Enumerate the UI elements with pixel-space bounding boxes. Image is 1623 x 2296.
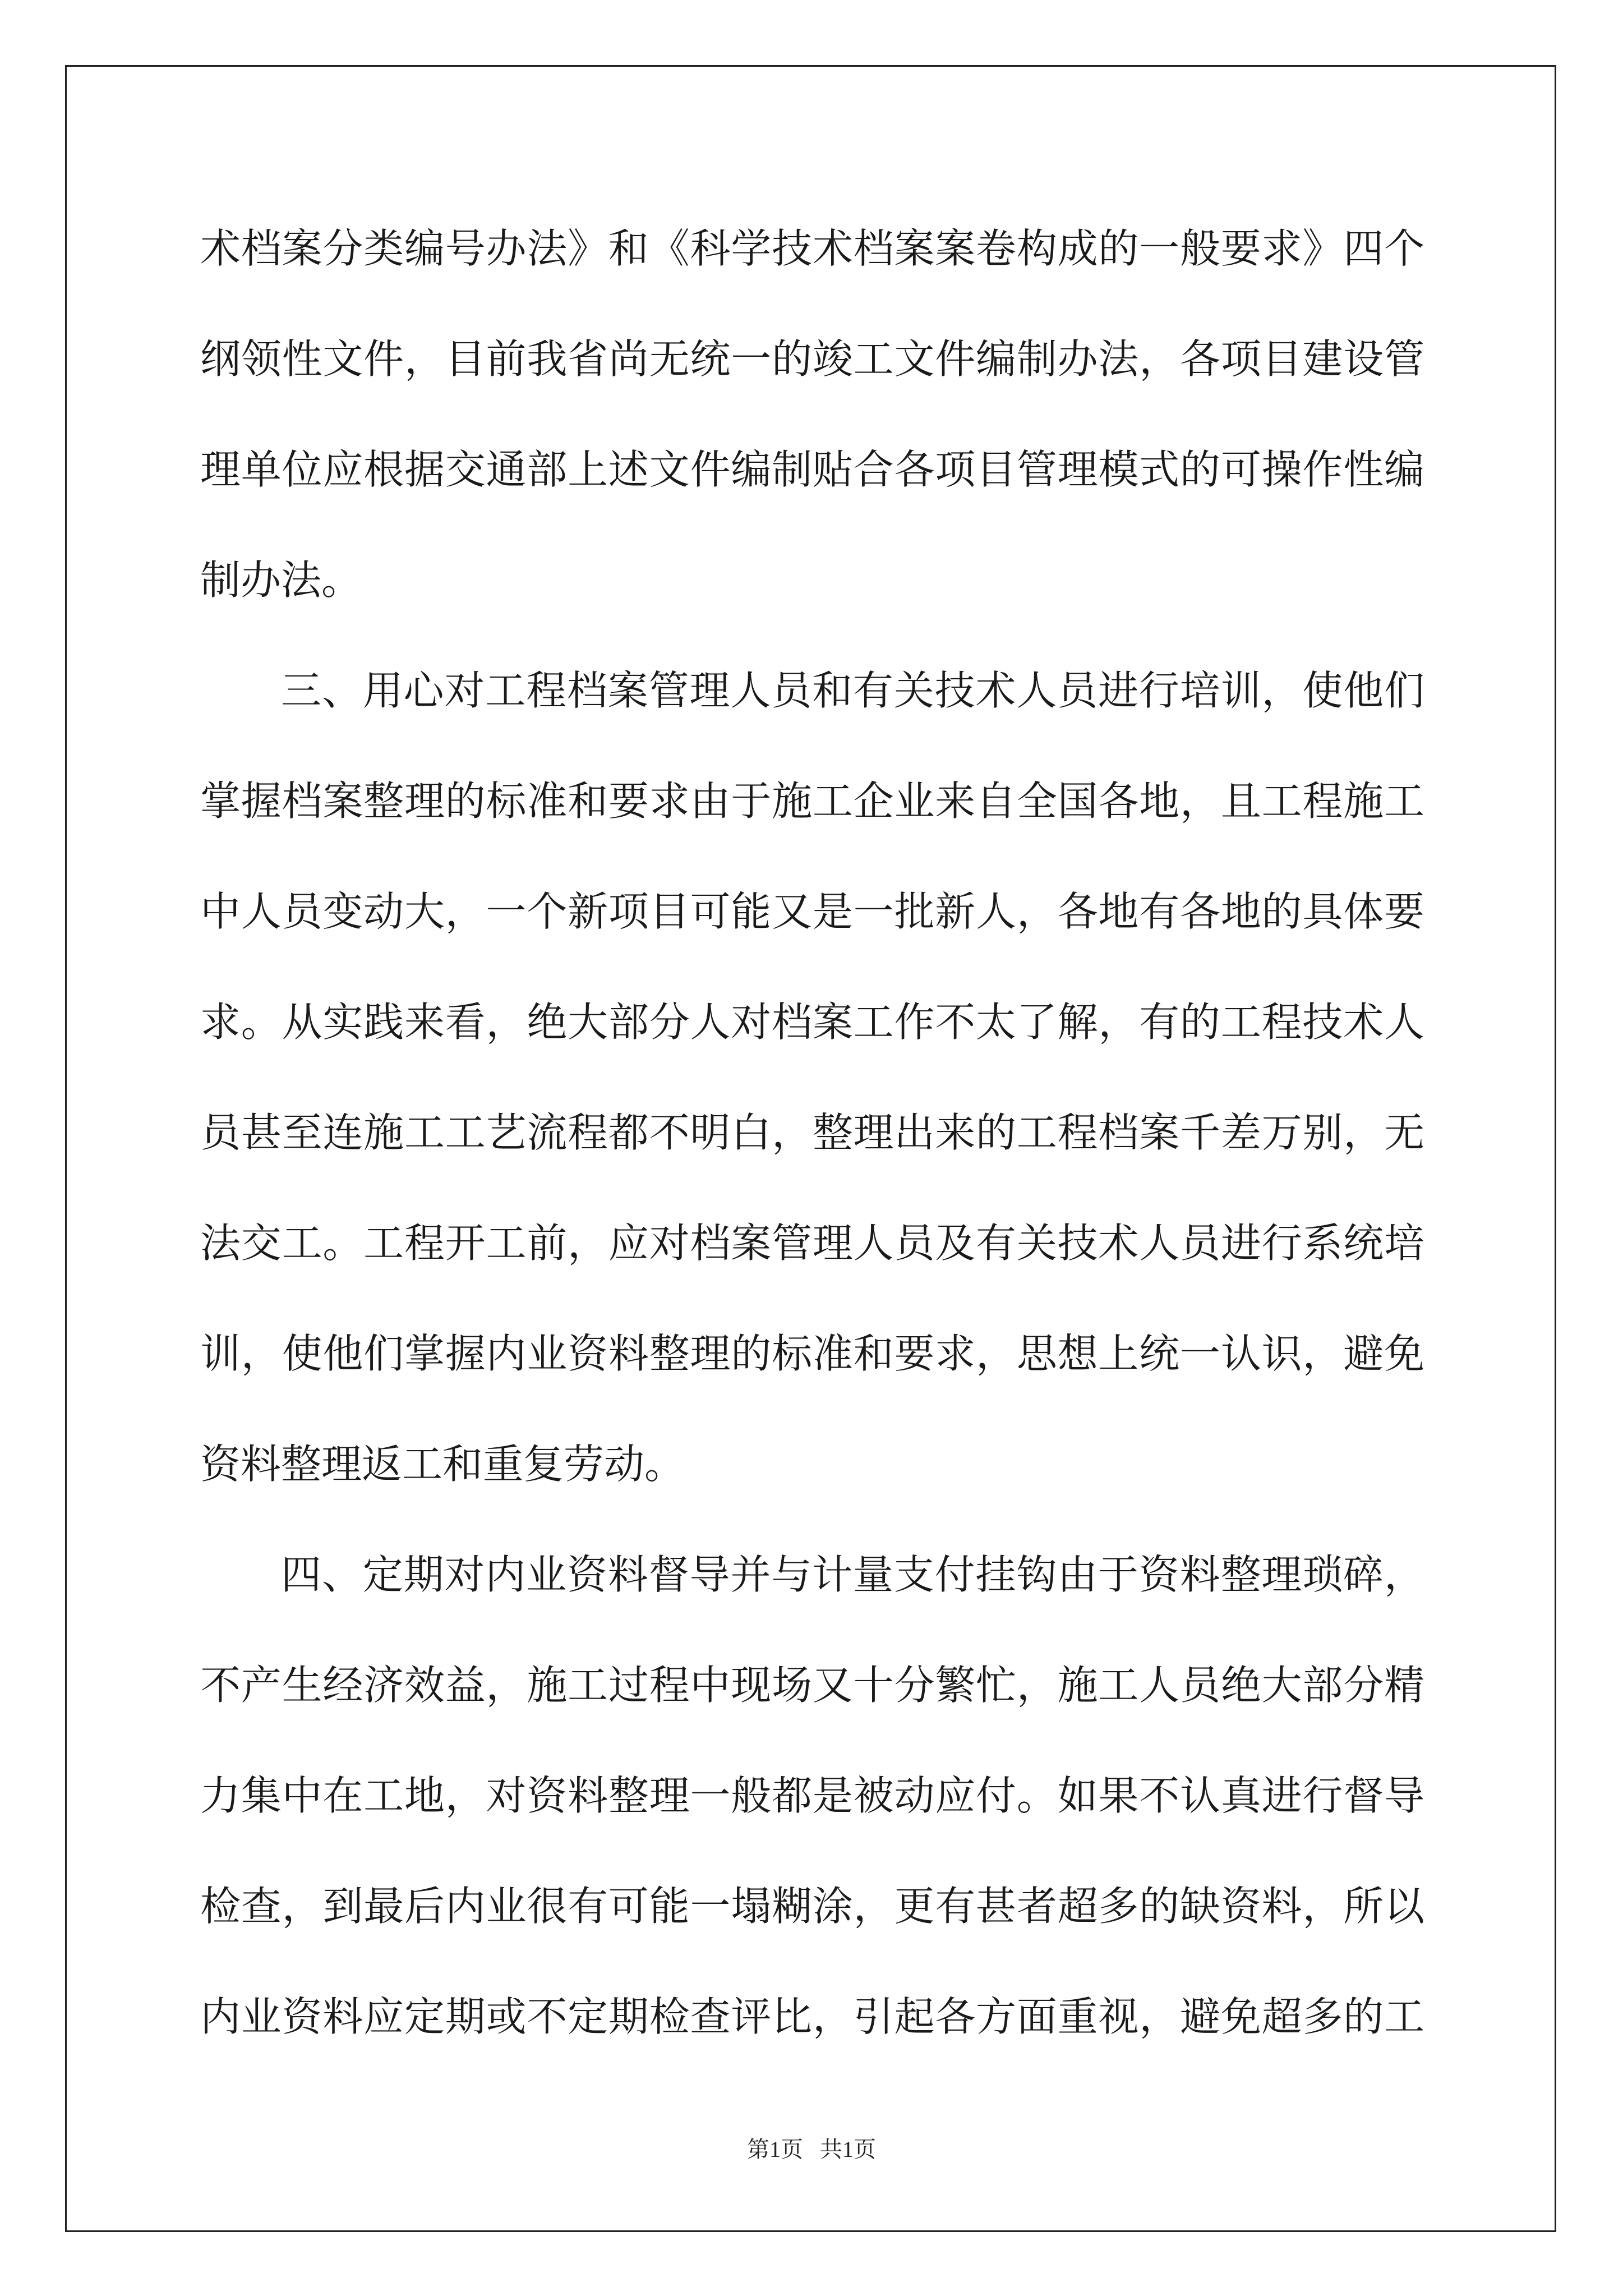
paragraph-line: 力集中在工地，对资料整理一般都是被动应付。如果不认真进行督导 [200,1772,1424,1819]
paragraph-line: 不产生经济效益，施工过程中现场又十分繁忙，施工人员绝大部分精 [200,1662,1424,1709]
paragraph-line: 求。从实践来看，绝大部分人对档案工作不太了解，有的工程技术人 [200,999,1424,1046]
paragraph-line: 员甚至连施工工艺流程都不明白，整理出来的工程档案千差万别，无 [200,1109,1424,1156]
paragraph-line: 术档案分类编号办法》和《科学技术档案案卷构成的一般要求》四个 [200,225,1424,272]
paragraph-line: 四、定期对内业资料督导并与计量支付挂钩由于资料整理琐碎， [281,1551,1424,1598]
paragraph-line: 制办法。 [200,556,362,604]
paragraph-line: 纲领性文件，目前我省尚无统一的竣工文件编制办法，各项目建设管 [200,335,1424,383]
page-number-footer: 第1页 共1页 [747,2137,876,2162]
paragraph-line: 法交工。工程开工前，应对档案管理人员及有关技术人员进行系统培 [200,1220,1424,1267]
paragraph-line: 中人员变动大，一个新项目可能又是一批新人，各地有各地的具体要 [200,888,1424,935]
paragraph-line: 理单位应根据交通部上述文件编制贴合各项目管理模式的可操作性编 [200,446,1424,493]
paragraph-line: 掌握档案整理的标准和要求由于施工企业来自全国各地，且工程施工 [200,777,1424,825]
paragraph-line: 检查，到最后内业很有可能一塌糊涂，更有甚者超多的缺资料，所以 [200,1883,1424,1930]
paragraph-line: 三、用心对工程档案管理人员和有关技术人员进行培训，使他们 [281,667,1424,714]
paragraph-line: 内业资料应定期或不定期检查评比，引起各方面重视，避免超多的工 [200,1993,1424,2040]
paragraph-line: 训，使他们掌握内业资料整理的标准和要求，思想上统一认识，避免 [200,1330,1424,1377]
paragraph-line: 资料整理返工和重复劳动。 [200,1441,685,1488]
